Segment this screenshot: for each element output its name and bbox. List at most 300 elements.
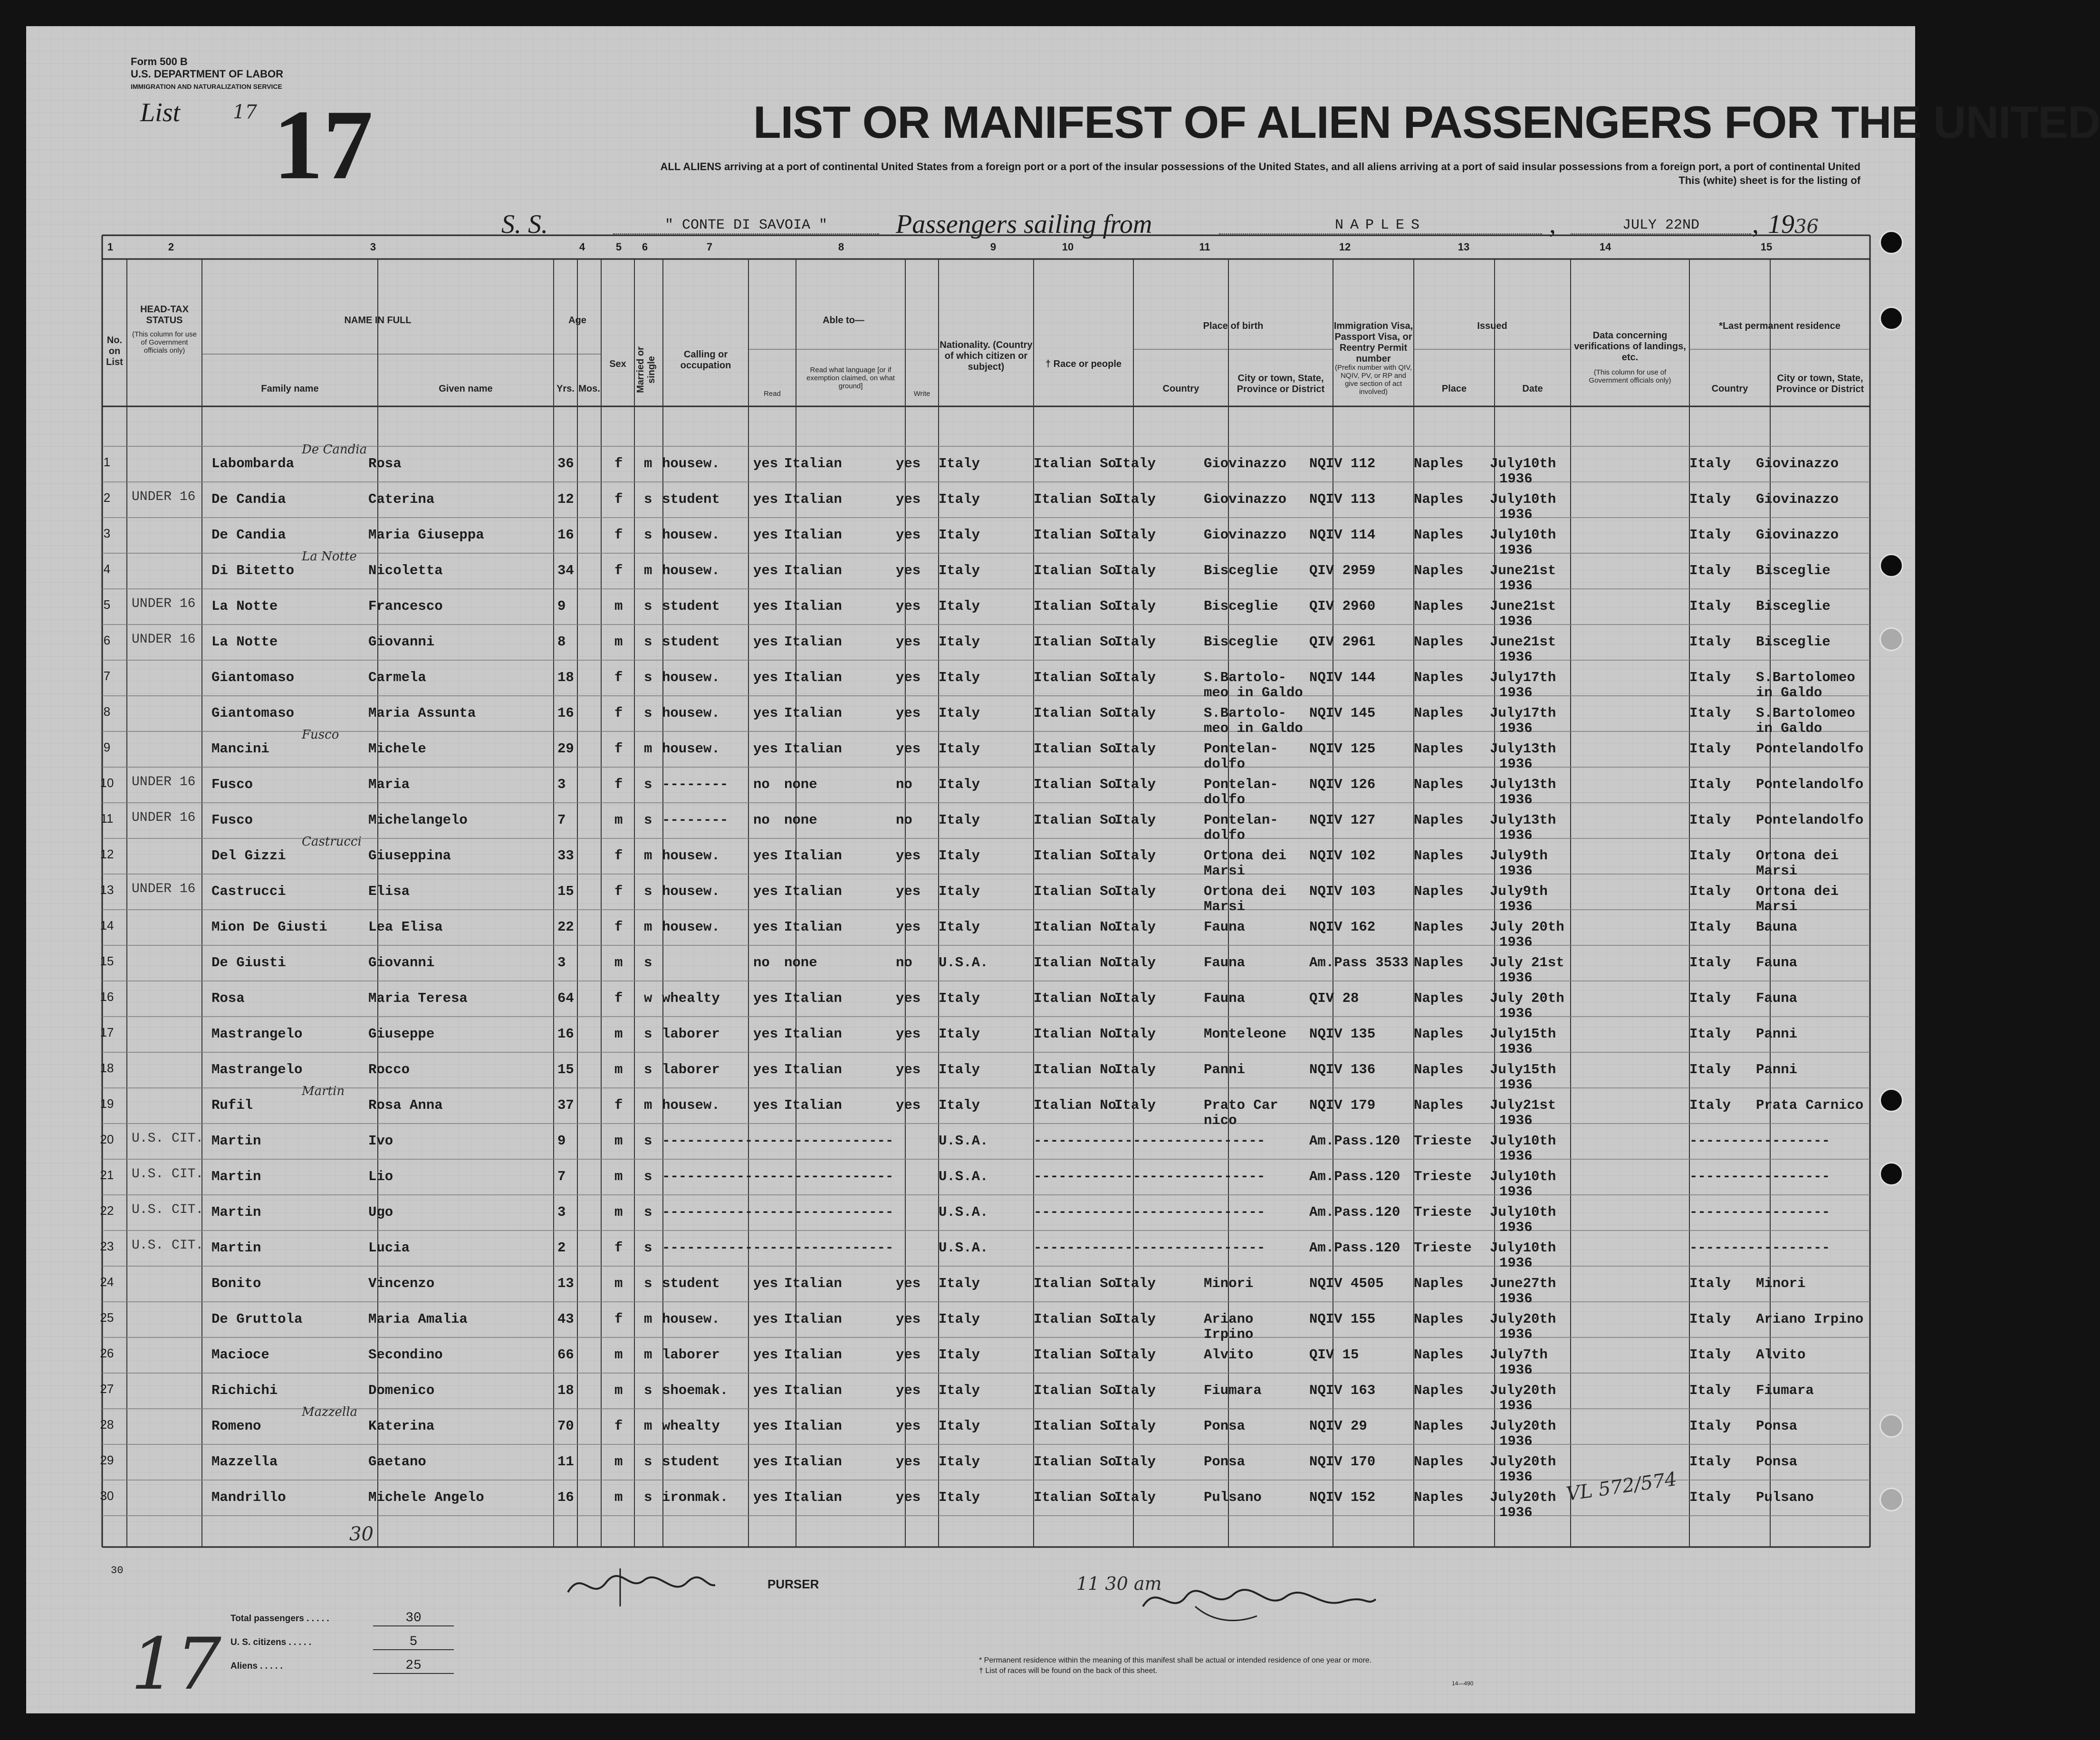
cell-ms: s [644,1240,652,1256]
head-tax-stamp: U.S. CIT. [132,1131,204,1146]
cell-res-country: Italy [1689,491,1731,507]
header-name-in-full: NAME IN FULL [344,315,412,326]
row-number: 3 [103,526,111,540]
cell-calling: student [662,1454,720,1470]
cell-write: no [896,955,912,971]
column-number: 7 [706,241,713,253]
cell-calling: housew. [662,670,720,685]
column-number: 6 [642,241,648,253]
cell-lang: none [784,955,817,971]
table-row [26,485,1915,521]
cell-res-city: Ortona dei [1756,884,1839,899]
cell-write: yes [896,527,921,543]
row-number: 21 [100,1168,114,1182]
cell-calling: student [662,491,720,507]
cell-birth-city: Minori [1204,1276,1254,1291]
page-title: LIST OR MANIFEST OF ALIEN PASSENGERS FOR THE UNITED [753,97,2100,148]
cell-birth-city: Prato Car [1204,1097,1278,1113]
cell-issued-place: Naples [1414,1347,1464,1363]
cell-family: Martin [211,1169,261,1184]
cell-res-city: Giovinazzo [1756,491,1839,507]
cell-issued-place: Naples [1414,848,1464,864]
cell-race: Italian No. [1034,1026,1125,1042]
cell-res-city: Pontelandolfo [1756,777,1864,792]
table-row [26,1019,1915,1056]
row-number: 8 [103,704,111,719]
cell-nationality: Italy [939,1062,980,1077]
cell-birth-city2: dolfo [1204,792,1246,808]
cell-ms: s [644,1276,652,1291]
cell-birth-city: Giovinazzo [1204,456,1287,471]
cell-issued-date: July10th [1490,456,1556,471]
cell-issued-year: 1936 [1499,507,1533,522]
cell-family: De Candia [211,491,286,507]
cell-lang: Italian [784,1062,842,1077]
cell-issued-year: 1936 [1499,1077,1533,1093]
cell-birth-country: Italy [1114,491,1156,507]
cell-given: Giuseppina [368,848,451,864]
cell-res-country: Italy [1689,884,1731,899]
cell-res-city: Pulsano [1756,1490,1814,1505]
cell-calling: housew. [662,563,720,578]
cell-nationality: U.S.A. [939,1169,988,1184]
header-calling: Calling or occupation [680,349,731,371]
cell-calling: shoemak. [662,1383,729,1398]
cell-visa: NQIV 136 [1309,1062,1376,1077]
cell-lang: Italian [784,1418,842,1434]
cell-res-country: Italy [1689,990,1731,1006]
cell-nationality: Italy [939,1490,980,1505]
cell-birth-country: Italy [1114,1490,1156,1505]
cell-ms: s [644,705,652,721]
column-number: 12 [1339,241,1351,253]
header-residence-country: Country [1711,384,1748,394]
cell-issued-date: July 20th [1490,990,1564,1006]
cell-age: 36 [557,456,574,471]
row-number: 23 [100,1239,114,1253]
cell-given: Maria Teresa [368,990,468,1006]
cell-birth-city2: nico [1204,1113,1237,1128]
cell-sex: f [614,1418,623,1434]
cell-issued-place: Naples [1414,919,1464,935]
column-number: 15 [1760,241,1773,253]
cell-res-country: Italy [1689,919,1731,935]
cell-read: yes [753,1311,778,1327]
cell-issued-year: 1936 [1499,1398,1533,1413]
cell-family: Fusco [211,812,253,828]
cell-family: Labombarda [211,456,295,471]
header-landing-note: (This column for use of Government officials only) [1589,368,1671,385]
cell-issued-date: June21st [1490,563,1556,578]
table-row [26,984,1915,1020]
cell-visa: NQIV 125 [1309,741,1376,757]
cell-age: 29 [557,741,574,757]
cell-family: Martin [211,1204,261,1220]
row-30-hand-number: 30 [349,1523,374,1545]
footnote-residence: * Permanent residence within the meaning of this manifest shall be actual or intended residence of one year or more. [979,1656,1372,1664]
header-able-to: Able to— [823,315,864,326]
cell-ms: m [644,1097,652,1113]
cell-age: 3 [557,1204,566,1220]
cell-write: yes [896,1276,921,1291]
cell-birth-city2: dolfo [1204,827,1246,843]
cell-birth-country: Italy [1114,1276,1156,1291]
cell-issued-year: 1936 [1499,614,1533,629]
cell-age: 18 [557,670,574,685]
cell-issued-place: Naples [1414,1490,1464,1505]
cell-res-city: Bisceglie [1756,634,1831,650]
header-issued-date: Date [1522,384,1543,394]
row-number: 18 [100,1061,114,1075]
cell-res-city: Panni [1756,1026,1798,1042]
cell-calling: housew. [662,1311,720,1327]
cell-family: Di Bitetto [211,563,295,578]
cell-birth-city: Bisceglie [1204,634,1278,650]
cell-issued-date: July20th [1490,1383,1556,1398]
cell-age: 13 [557,1276,574,1291]
header-family-name: Family name [261,384,319,394]
total-passengers-label: Total passengers . . . . . [230,1614,329,1624]
cell-birth-country: Italy [1114,598,1156,614]
cell-family: Romeno [211,1418,261,1434]
cell-read: yes [753,919,778,935]
cell-res-country: Italy [1689,598,1731,614]
cell-issued-year: 1936 [1499,970,1533,986]
cell-issued-place: Naples [1414,456,1464,471]
cell-age: 15 [557,1062,574,1077]
cell-family: Mion De Giusti [211,919,327,935]
column-number: 10 [1062,241,1074,253]
cell-read: yes [753,1026,778,1042]
cell-read: yes [753,1062,778,1077]
row-number: 24 [100,1275,114,1289]
cell-visa: Am.Pass.120 [1309,1240,1400,1256]
aliens-value: 25 [373,1658,454,1674]
cell-age: 15 [557,884,574,899]
header-sex: Sex [609,359,626,369]
cell-age: 16 [557,1490,574,1505]
cell-issued-place: Naples [1414,705,1464,721]
cell-given: Maria Giuseppa [368,527,484,543]
cell-visa: NQIV 152 [1309,1490,1376,1505]
cell-nationality: Italy [939,563,980,578]
table-row [26,592,1915,628]
cell-given: Vincenzo [368,1276,435,1291]
cell-race: Italian No. [1034,919,1125,935]
cell-read: yes [753,670,778,685]
cell-issued-year: 1936 [1499,827,1533,843]
cell-issued-place: Naples [1414,777,1464,792]
total-passengers-row [230,1611,478,1633]
cell-issued-place: Trieste [1414,1169,1472,1184]
cell-lang: Italian [784,634,842,650]
cell-lang: Italian [784,1311,842,1327]
cell-sex: m [614,1490,623,1505]
cell-nationality: U.S.A. [939,1240,988,1256]
cell-race: Italian So. [1034,670,1125,685]
cell-age: 3 [557,955,566,971]
cell-race: Italian So. [1034,598,1125,614]
cell-nationality: Italy [939,705,980,721]
cell-visa: Am.Pass.120 [1309,1169,1400,1184]
cell-lang: Italian [784,848,842,864]
cell-birth-city: Ortona dei [1204,884,1287,899]
cell-issued-place: Naples [1414,491,1464,507]
cell-family: Richichi [211,1383,278,1398]
table-row [26,1340,1915,1376]
cell-write: yes [896,884,921,899]
cell-issued-year: 1936 [1499,542,1533,558]
cell-birth-country: Italy [1114,955,1156,971]
cell-issued-place: Trieste [1414,1204,1472,1220]
cell-visa: QIV 28 [1309,990,1359,1006]
cell-age: 43 [557,1311,574,1327]
cell-ms: w [644,990,652,1006]
cell-nationality: Italy [939,1418,980,1434]
cell-race: Italian No. [1034,1097,1125,1113]
cell-res-city: Bauna [1756,919,1798,935]
cell-nationality: Italy [939,848,980,864]
cell-issued-place: Naples [1414,1062,1464,1077]
row-number: 2 [103,490,111,505]
column-number: 11 [1199,241,1210,253]
cell-age: 8 [557,634,566,650]
cell-issued-date: July20th [1490,1490,1556,1505]
cell-race: Italian So. [1034,1383,1125,1398]
cell-nationality: Italy [939,1383,980,1398]
cell-birth-city: Pontelan- [1204,812,1278,828]
cell-sex: m [614,812,623,828]
cell-sex: m [614,598,623,614]
cell-calling: housew. [662,741,720,757]
cell-given: Giuseppe [368,1026,435,1042]
cell-read: yes [753,990,778,1006]
page-subtitle-sheet-note: This (white) sheet is for the listing of [1678,174,1860,186]
cell-res-country: Italy [1689,1347,1731,1363]
cell-nationality: U.S.A. [939,955,988,971]
cell-issued-date: July10th [1490,1133,1556,1149]
table-row [26,1162,1915,1198]
cell-given: Michelangelo [368,812,468,828]
cell-write: yes [896,1490,921,1505]
cell-issued-place: Naples [1414,598,1464,614]
cell-given: Ivo [368,1133,393,1149]
cell-calling: whealty [662,1418,720,1434]
cell-write: yes [896,919,921,935]
cell-write: yes [896,741,921,757]
head-tax-stamp: UNDER 16 [132,490,196,504]
us-citizens-label: U. S. citizens . . . . . [230,1637,311,1647]
cell-issued-place: Naples [1414,1418,1464,1434]
cell-res-city2: in Galdo [1756,721,1822,736]
table-row [26,948,1915,984]
cell-res-country: Italy [1689,848,1731,864]
cell-calling: ---------------------------- [662,1204,894,1220]
cell-res-city2: Marsi [1756,899,1798,914]
aliens-row [230,1658,478,1680]
cell-read: yes [753,1418,778,1434]
cell-write: yes [896,705,921,721]
cell-visa: NQIV 170 [1309,1454,1376,1470]
cell-lang: Italian [784,990,842,1006]
cell-birth-country: Italy [1114,527,1156,543]
binder-hole [1879,1162,1903,1186]
cell-nationality: Italy [939,919,980,935]
table-row [26,1405,1915,1449]
cell-age: 16 [557,705,574,721]
cell-res-city: Alvito [1756,1347,1806,1363]
cell-given: Rosa Anna [368,1097,443,1113]
cell-race: Italian So. [1034,1311,1125,1327]
cell-issued-year: 1936 [1499,1469,1533,1485]
cell-issued-place: Naples [1414,990,1464,1006]
header-head-tax-note: (This column for use of Government officials only) [132,330,197,355]
cell-given: Domenico [368,1383,435,1398]
cell-issued-year: 1936 [1499,1291,1533,1307]
cell-issued-date: July13th [1490,741,1556,757]
cell-race: Italian So. [1034,777,1125,792]
cell-issued-date: July15th [1490,1026,1556,1042]
cell-race: Italian No. [1034,1062,1125,1077]
cell-birth-city2: meo in Galdo [1204,721,1303,736]
cell-race: Italian So. [1034,563,1125,578]
column-number: 4 [579,241,585,253]
cell-race: Italian So. [1034,848,1125,864]
cell-lang: Italian [784,491,842,507]
cell-visa: NQIV 102 [1309,848,1376,864]
cell-issued-year: 1936 [1499,721,1533,736]
departure-date: JULY 22ND [1571,217,1751,234]
cell-birth-country: Italy [1114,848,1156,864]
cell-age: 22 [557,919,574,935]
cell-lang: Italian [784,705,842,721]
cell-family: De Candia [211,527,286,543]
cell-calling: ironmak. [662,1490,729,1505]
inspector-signature [1095,1578,1381,1625]
row-number: 20 [100,1132,114,1146]
header-read-language: Read what language [or if exemption claimed, on what ground] [806,366,895,390]
cell-family: Mancini [211,741,269,757]
cell-visa: NQIV 127 [1309,812,1376,828]
cell-res-country: Italy [1689,634,1731,650]
cell-birth-city: Monteleone [1204,1026,1287,1042]
cell-issued-year: 1936 [1499,792,1533,808]
cell-write: yes [896,990,921,1006]
cell-nationality: Italy [939,527,980,543]
cell-ms: s [644,527,652,543]
cell-res-city: Bisceglie [1756,563,1831,578]
cell-sex: f [614,456,623,471]
cell-birth-city: Ponsa [1204,1418,1246,1434]
cell-calling: housew. [662,705,720,721]
purser-signature [563,1559,720,1611]
cell-issued-year: 1936 [1499,1255,1533,1271]
cell-sex: m [614,1276,623,1291]
cell-nationality: Italy [939,670,980,685]
row-number: 4 [103,562,111,576]
cell-res-country: Italy [1689,777,1731,792]
cell-calling: student [662,598,720,614]
head-tax-stamp: UNDER 16 [132,882,196,896]
cell-family: Mastrangelo [211,1062,303,1077]
cell-res-city: Ponsa [1756,1418,1798,1434]
cell-nationality: Italy [939,1311,980,1327]
row-number: 25 [100,1310,114,1325]
cell-sex: f [614,1240,623,1256]
row-number: 22 [100,1203,114,1218]
cell-nationality: Italy [939,777,980,792]
cell-age: 7 [557,1169,566,1184]
cell-given: Lea Elisa [368,919,443,935]
cell-family: Macioce [211,1347,269,1363]
cell-ms: m [644,1418,652,1434]
cell-res-city2: in Galdo [1756,685,1822,701]
cell-calling: housew. [662,919,720,935]
cell-calling: housew. [662,848,720,864]
cell-sex: f [614,670,623,685]
cell-race: Italian So. [1034,456,1125,471]
cell-sex: m [614,1169,623,1184]
cell-write: yes [896,1097,921,1113]
cell-read: yes [753,1490,778,1505]
cell-birth-city: Giovinazzo [1204,527,1287,543]
header-residence-city: City or town, State, Province or District [1776,373,1864,394]
cell-family: Rosa [211,990,245,1006]
row-number: 12 [100,847,114,861]
cell-res-country: Italy [1689,741,1731,757]
head-tax-stamp: UNDER 16 [132,810,196,825]
cell-res-city: Panni [1756,1062,1798,1077]
cell-issued-place: Naples [1414,812,1464,828]
cell-res-country: Italy [1689,705,1731,721]
cell-issued-year: 1936 [1499,756,1533,772]
cell-res-country: Italy [1689,1454,1731,1470]
cell-lang: Italian [784,919,842,935]
cell-given: Secondino [368,1347,443,1363]
cell-birth-city: Fiumara [1204,1383,1262,1398]
cell-birth-city: Fauna [1204,990,1246,1006]
cell-birth-country: Italy [1114,634,1156,650]
cell-birth-country: Italy [1114,812,1156,828]
family-name-correction: De Candia [302,442,367,457]
cell-issued-date: July10th [1490,1169,1556,1184]
cell-calling: student [662,1276,720,1291]
cell-issued-year: 1936 [1499,578,1533,594]
cell-family: De Giusti [211,955,286,971]
cell-issued-year: 1936 [1499,1505,1533,1520]
cell-visa: NQIV 4505 [1309,1276,1384,1291]
cell-family: Fusco [211,777,253,792]
family-name-correction: La Notte [302,549,357,564]
cell-visa: NQIV 179 [1309,1097,1376,1113]
cell-sex: m [614,1383,623,1398]
cell-ms: s [644,1490,652,1505]
cell-nationality: Italy [939,491,980,507]
cell-lang: Italian [784,1026,842,1042]
cell-birth-country: Italy [1114,670,1156,685]
cell-sex: m [614,1026,623,1042]
cell-race: Italian No. [1034,990,1125,1006]
cell-family: Mandrillo [211,1490,286,1505]
row-number: 26 [100,1346,114,1360]
cell-ms: s [644,884,652,899]
header-head-tax: HEAD-TAX STATUS [140,304,189,326]
cell-nationality: Italy [939,1347,980,1363]
cell-issued-place: Naples [1414,527,1464,543]
cell-read: yes [753,634,778,650]
cell-write: yes [896,491,921,507]
cell-write: yes [896,848,921,864]
